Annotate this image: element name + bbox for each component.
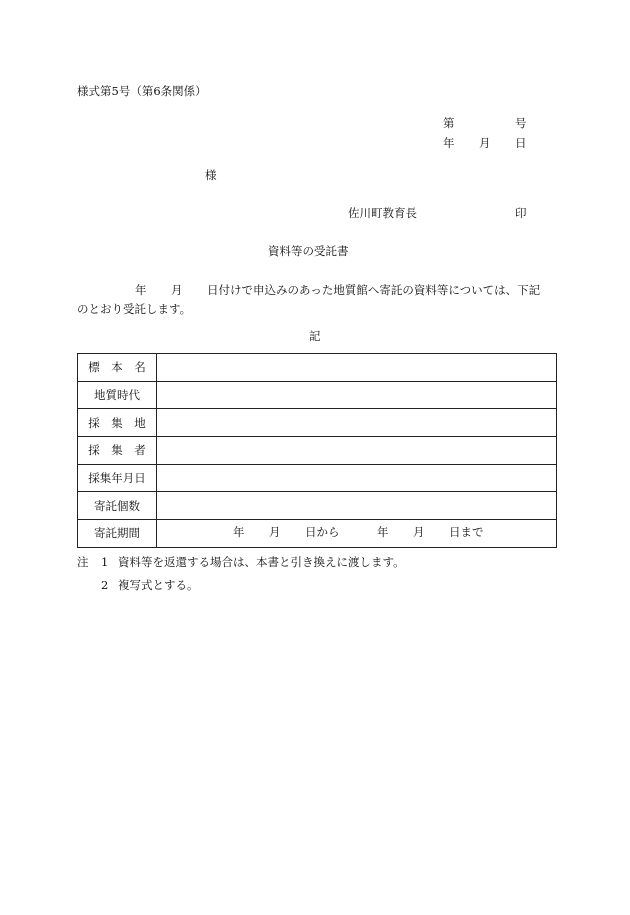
table-row (78, 381, 557, 409)
note-1-text: 資料等を返還する場合は、本書と引き換えに渡します。 (118, 555, 405, 569)
issuer-seal: 印 (515, 206, 527, 220)
period-to-month: 月 (413, 525, 425, 540)
row-label: 寄託個数 (78, 492, 157, 520)
table-row (78, 354, 557, 382)
row-value (157, 492, 557, 520)
note-1-num: 1 (101, 555, 109, 569)
row-label: 採 集 地 (78, 409, 157, 437)
row-label: 寄託期間 (78, 520, 157, 548)
ki-label: 記 (309, 329, 321, 343)
table-row (78, 520, 557, 548)
body-date-year: 年 (135, 283, 147, 297)
date-day: 日 (515, 136, 527, 150)
row-label: 地質時代 (78, 381, 157, 409)
row-value (157, 381, 557, 409)
issuer-name: 佐川町教育長 (348, 206, 417, 220)
doc-number-suffix: 号 (515, 116, 527, 130)
table-row (78, 464, 557, 492)
date-month: 月 (479, 136, 491, 150)
row-value (157, 409, 557, 437)
specimen-table (77, 353, 557, 548)
period-cell (157, 520, 557, 548)
period-to-year: 年 (377, 525, 389, 540)
recipient-suffix: 様 (205, 168, 217, 182)
period-to-day: 日まで (449, 525, 484, 540)
document-title: 資料等の受託書 (268, 244, 349, 258)
body-date-month: 月 (171, 283, 183, 297)
notes-prefix: 注 (77, 555, 89, 569)
period-from-month: 月 (269, 525, 281, 540)
period-from-year: 年 (233, 525, 245, 540)
body-line-2: のとおり受託します。 (77, 302, 192, 316)
table-row (78, 492, 557, 520)
note-2-text: 複写式とする。 (118, 578, 199, 592)
row-label: 採集年月日 (78, 464, 157, 492)
table-row (78, 409, 557, 437)
doc-number-prefix: 第 (443, 116, 455, 130)
row-label: 標 本 名 (78, 354, 157, 382)
note-2-num: 2 (101, 578, 109, 592)
row-value (157, 464, 557, 492)
row-value (157, 437, 557, 465)
table-row (78, 437, 557, 465)
period-from-day: 日から (305, 525, 340, 540)
row-label: 採 集 者 (78, 437, 157, 465)
date-year: 年 (443, 136, 455, 150)
row-value (157, 354, 557, 382)
body-line-1: 日付けで申込みのあった地質館へ寄託の資料等については、下記 (207, 283, 541, 297)
form-number: 様式第5号（第6条関係） (77, 84, 207, 98)
